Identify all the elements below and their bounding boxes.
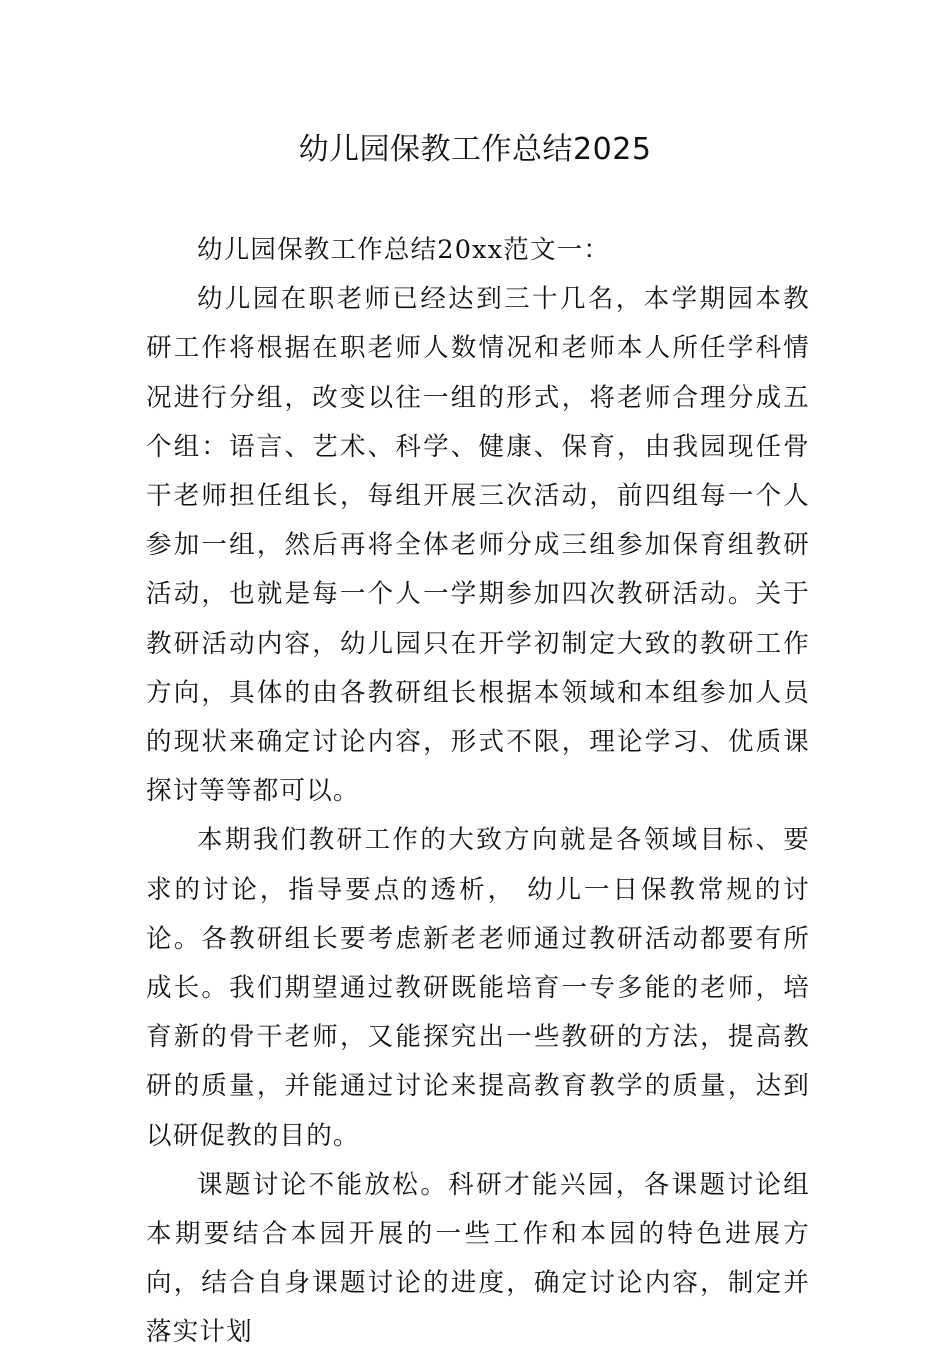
paragraph-3: 课题讨论不能放松。科研才能兴园，各课题讨论组本期要结合本园开展的一些工作和本园的特色进展方向，结合自身课题讨论的进度，确定讨论内容，制定并落实计划: [146, 1169, 810, 1348]
paragraph-intro: 幼儿园保教工作总结20xx范文一：: [197, 235, 611, 265]
paragraph-1: 幼儿园在职老师已经达到三十几名，本学期园本教研工作将根据在职老师人数情况和老师本人所任学科情况进行分组，改变以往一组的形式，将老师合理分成五个组：语言、艺术、科学、健康、保育，由我园现任骨干老师担任组长，每组开展三次活动，前四组每一个人参加一组，然后再将全体老师分成三组参加保育组教研活动，也就是每一个人一学期参加四次教研活动。关于教研活动内容，幼儿园只在开学初制定大致的教研工作方向，具体的由各教研组长根据本领域和本组参加人员的现状来确定讨论内容，形式不限，理论学习、优质课探讨等等都可以。: [146, 284, 810, 807]
document-title: 幼儿园保教工作总结2025: [298, 132, 652, 167]
document-body: [146, 226, 810, 1358]
paragraph-2: 本期我们教研工作的大致方向就是各领域目标、要求的讨论，指导要点的透析， 幼儿一日保教常规的讨论。各教研组长要考虑新老老师通过教研活动都要有所成长。我们期望通过教研既能培育一专多能的老师，培育新的骨干老师，又能探究出一些教研的方法，提高教研的质量，并能通过讨论来提高教育教学的质量，达到以研促教的目的。: [146, 825, 810, 1151]
